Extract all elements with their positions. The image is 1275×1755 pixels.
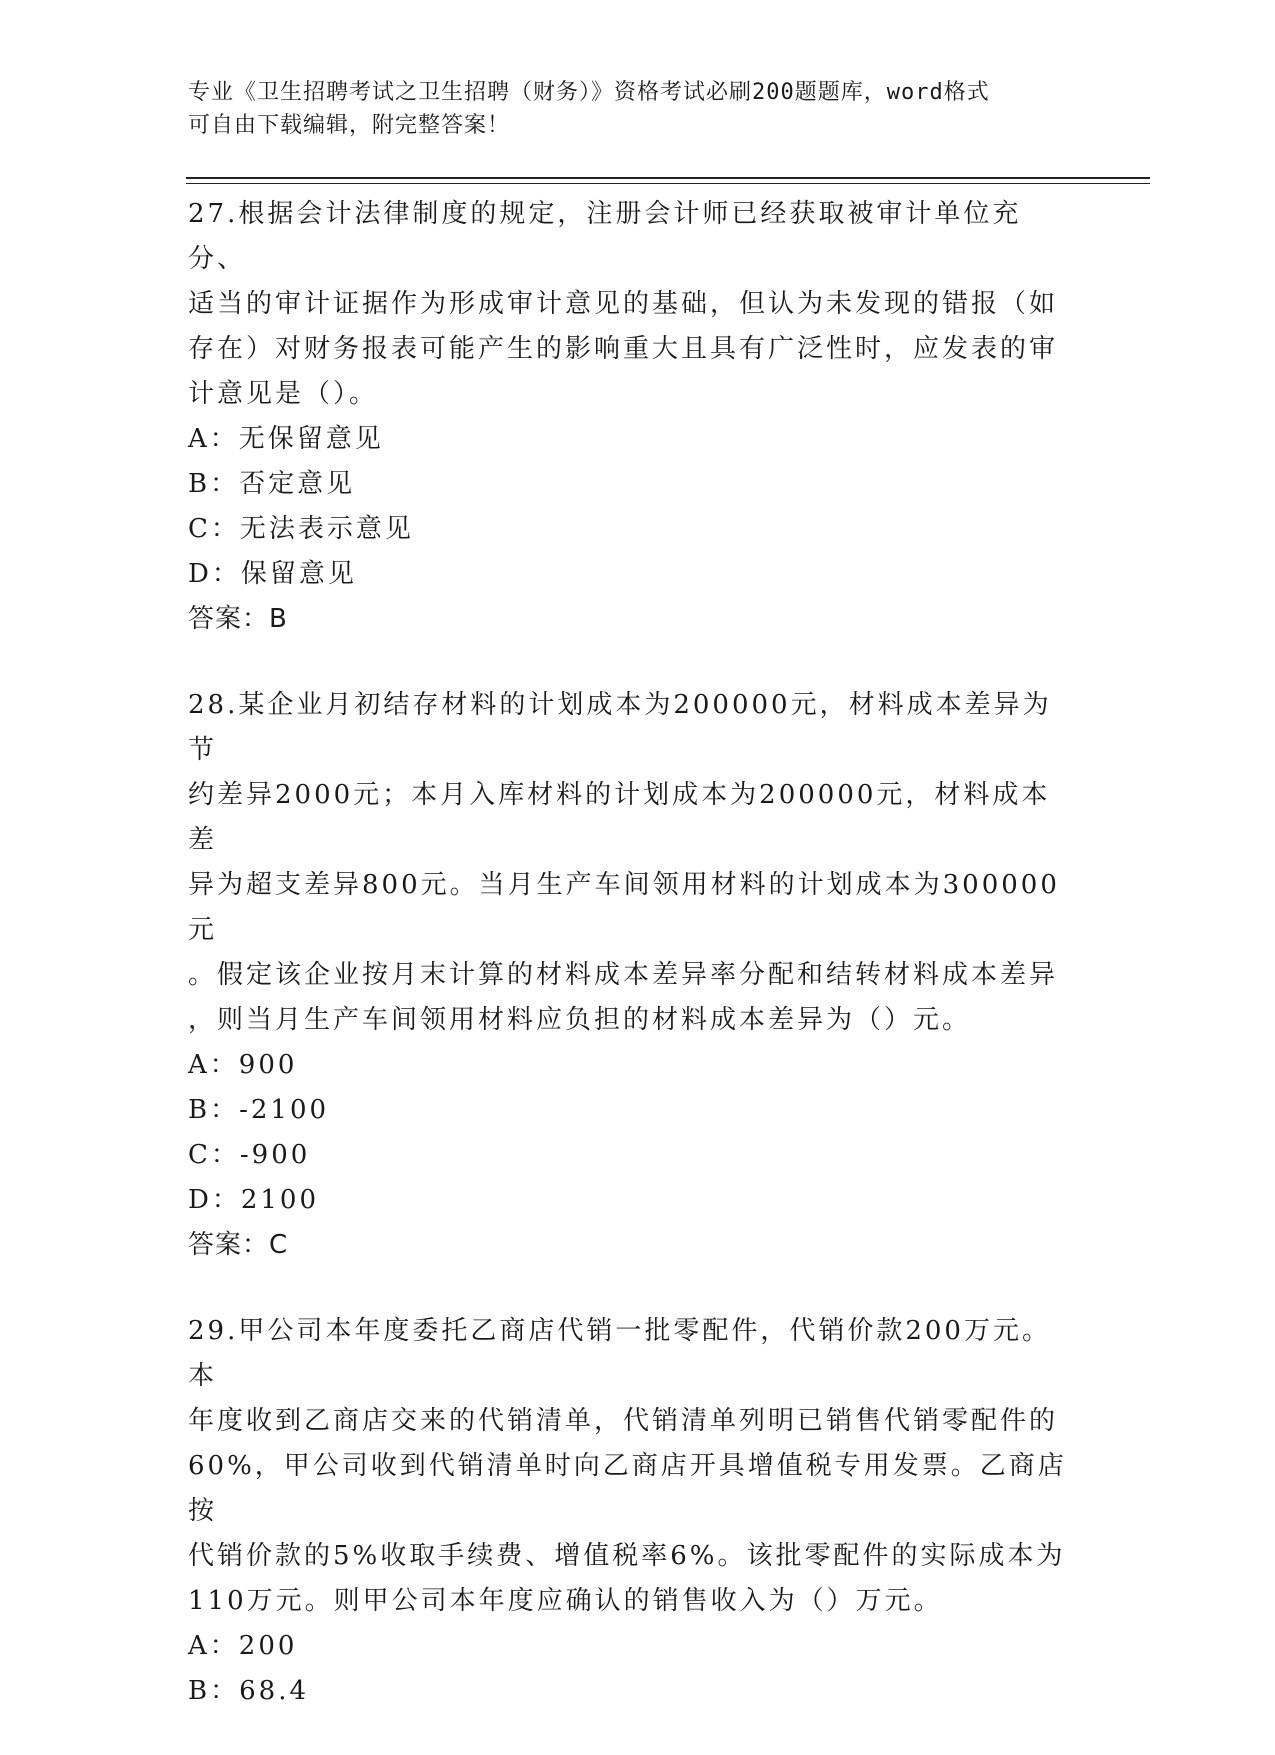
stem-line: 29.甲公司本年度委托乙商店代销一批零配件，代销价款200万元。本 — [188, 1316, 1051, 1391]
stem-line: 28.某企业月初结存材料的计划成本为200000元，材料成本差异为节 — [188, 690, 1052, 765]
option-d: D：保留意见 — [188, 559, 357, 589]
option-c: C：无法表示意见 — [188, 514, 414, 544]
stem-line: 存在）对财务报表可能产生的影响重大且具有广泛性时，应发表的审 — [188, 334, 1059, 364]
stem-line: 代销价款的5%收取手续费、增值税率6%。该批零配件的实际成本为 — [188, 1541, 1066, 1571]
stem-line: 110万元。则甲公司本年度应确认的销售收入为（）万元。 — [188, 1586, 943, 1616]
option-a: A：无保留意见 — [188, 424, 384, 454]
question-27 — [188, 192, 1068, 642]
stem-line: 计意见是（）。 — [188, 379, 379, 409]
option-b: B：68.4 — [188, 1676, 309, 1706]
option-c: C：-900 — [188, 1140, 311, 1170]
answer: 答案：C — [188, 1230, 289, 1260]
answer: 答案：B — [188, 604, 288, 634]
question-stem — [188, 683, 1068, 1043]
stem-line: 27.根据会计法律制度的规定，注册会计师已经获取被审计单位充分、 — [188, 199, 1022, 274]
question-stem — [188, 192, 1068, 417]
option-a: A：200 — [188, 1631, 298, 1661]
header-line: 专业《卫生招聘考试之卫生招聘（财务）》资格考试必刷200题题库，word格式 — [188, 80, 990, 105]
option-b: B：-2100 — [188, 1095, 330, 1125]
option-a: A：900 — [188, 1050, 298, 1080]
header-rule-thin — [186, 183, 1150, 184]
stem-line: ，则当月生产车间领用材料应负担的材料成本差异为（）元。 — [188, 1005, 972, 1035]
stem-line: 60%，甲公司收到代销清单时向乙商店开具增值税专用发票。乙商店按 — [188, 1451, 1067, 1526]
question-28 — [188, 683, 1068, 1268]
document-header — [188, 76, 1068, 142]
header-line: 可自由下载编辑，附完整答案！ — [188, 113, 511, 138]
stem-line: 适当的审计证据作为形成审计意见的基础，但认为未发现的错报（如 — [188, 289, 1059, 319]
stem-line: 约差异2000元；本月入库材料的计划成本为200000元，材料成本差 — [188, 780, 1051, 855]
stem-line: 年度收到乙商店交来的代销清单，代销清单列明已销售代销零配件的 — [188, 1406, 1059, 1436]
stem-line: 异为超支差异800元。当月生产车间领用材料的计划成本为300000元 — [188, 870, 1060, 945]
stem-line: 。假定该企业按月末计算的材料成本差异率分配和结转材料成本差异 — [188, 960, 1059, 990]
question-29 — [188, 1309, 1068, 1714]
question-list — [188, 192, 1068, 1755]
header-rule — [186, 177, 1150, 179]
option-d: D：2100 — [188, 1185, 320, 1215]
question-stem — [188, 1309, 1068, 1624]
option-b: B：否定意见 — [188, 469, 356, 499]
